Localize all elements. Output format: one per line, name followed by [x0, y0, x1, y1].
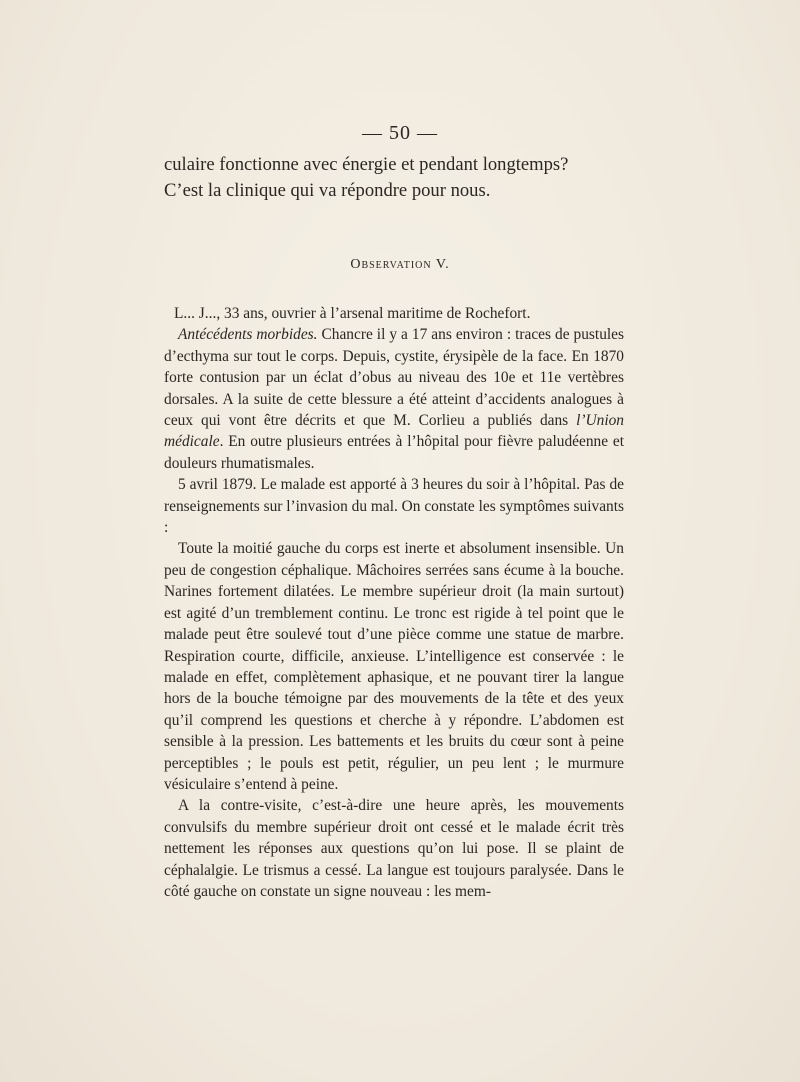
paragraph-symptoms: Toute la moitié gauche du corps est inerte et absolument insensible. Un peu de congestion céphalique. Mâchoires serrées sans écume à la bouche. Narines fortement dilatées. Le membre supérieur droit (la main surtout) est agité d’un tremblement continu. Le tronc est rigide à tel point que le malade peut être soulevé tout d’une pièce comme une statue de marbre. Respiration courte, difficile, anxieuse. L’intelligence est conservée : le malade en effet, complètement aphasique, et ne pouvant tirer la langue hors de la bouche témoigne par des mouvements de la tête et des yeux qu’il comprend les questions et cherche à y répondre. L’abdomen est sensible à la pression. Les battements et les bruits du cœur sont à peine perceptibles ; le pouls est petit, régulier, un peu lent ; le murmure vésiculaire s’entend à peine. — [164, 540, 624, 793]
paragraph-admission: 5 avril 1879. Le malade est apporté à 3 heures du soir à l’hôpital. Pas de renseignements sur l’invasion du mal. On constate les symptômes suivants : — [164, 476, 624, 537]
antecedents-label: Antécédents morbides. — [178, 326, 318, 344]
page-number: — 50 — — [362, 122, 438, 144]
antecedents-text-a: Chancre il y a 17 ans environ : traces de pustules d’ecthyma sur tout le corps. Depuis, cystite, érysipèle de la face. En 1870 forte contusion par un éclat d’obus au niveau des 10e et 11e vertèbres dorsales. A la suite de cette blessure a été atteint d’accidents analogues à ceux qui vont être décrits et que M. Corlieu a publiés dans — [164, 326, 624, 430]
paragraph-contre-visite: A la contre-visite, c’est-à-dire une heure après, les mouvements convulsifs du membre supérieur droit ont cessé et le malade écrit très nettement les réponses aux questions qu’on lui pose. Il se plaint de céphalalgie. Le trismus a cessé. La langue est toujours paralysée. Dans le côté gauche on constate un signe nouveau : les mem- — [164, 797, 624, 900]
intro-line-1: culaire fonctionne avec énergie et pendant longtemps? — [164, 154, 569, 175]
intro-text — [164, 152, 626, 204]
observation-body — [164, 303, 624, 902]
journal-title: l’Union médicale — [164, 412, 624, 451]
antecedents-text-b: . En outre plusieurs entrées à l’hôpital pour fièvre paludéenne et douleurs rhumatismales. — [164, 433, 624, 472]
paragraph-antecedents — [164, 324, 624, 474]
intro-line-2: C’est la clinique qui va répondre pour nous. — [164, 180, 491, 201]
observation-title: Observation V. — [350, 257, 450, 272]
paragraph-patient: L... J..., 33 ans, ouvrier à l’arsenal maritime de Rochefort. — [174, 305, 531, 322]
